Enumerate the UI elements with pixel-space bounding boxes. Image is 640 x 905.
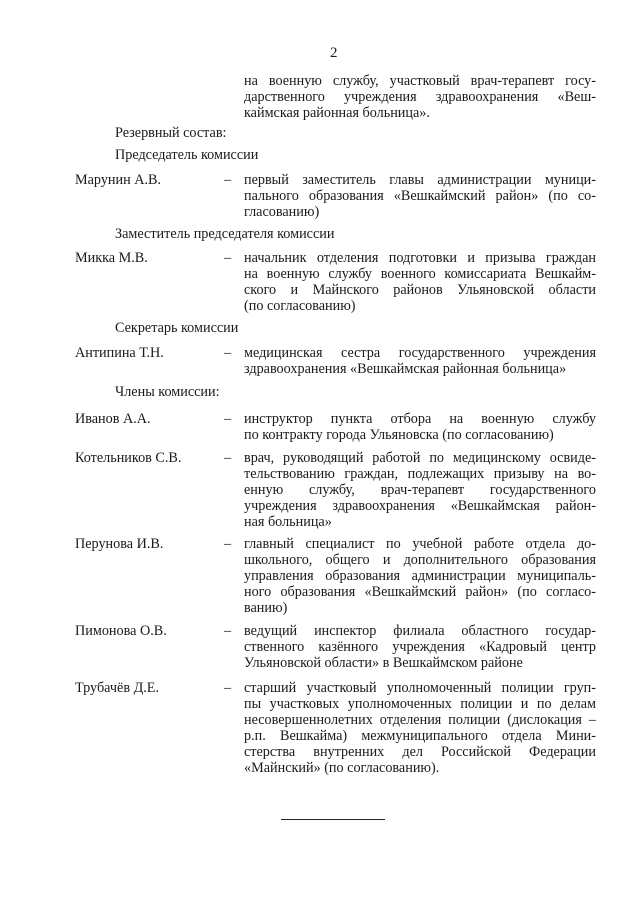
person-name: Микка М.В.: [75, 250, 148, 266]
continuation-line: каймская районная больница».: [244, 105, 430, 121]
dash-separator: –: [224, 536, 232, 552]
person-name: Иванов А.А.: [75, 411, 151, 427]
closing-divider: [281, 819, 385, 820]
person-position-line: ного образования «Вешкаймский район» (по согласо-: [244, 584, 596, 600]
person-position-line: ная больница»: [244, 514, 332, 530]
person-position-line: енную службу, врач-терапевт государственного: [244, 482, 596, 498]
person-position-line: ственного казённого учреждения «Кадровый центр: [244, 639, 596, 655]
person-position-line: главный специалист по учебной работе отдела до-: [244, 536, 596, 552]
person-position-line: врач, руководящий работой по медицинскому освиде-: [244, 450, 596, 466]
role-heading-members: Члены комиссии:: [115, 384, 220, 400]
person-name: Марунин А.В.: [75, 172, 162, 188]
person-position-line: ского и Майнского районов Ульяновской области: [244, 282, 596, 298]
person-position-line: гласованию): [244, 204, 320, 220]
section-title: Резервный состав:: [115, 125, 227, 141]
role-heading-secretary: Секретарь комиссии: [115, 320, 239, 336]
person-position-line: тельствованию граждан, подлежащих призыву на во-: [244, 466, 596, 482]
person-position-line: учреждения здравоохранения «Вешкаймская район-: [244, 498, 596, 514]
dash-separator: –: [224, 345, 232, 361]
person-name: Перунова И.В.: [75, 536, 164, 552]
person-name: Антипина Т.Н.: [75, 345, 164, 361]
person-name: Пимонова О.В.: [75, 623, 167, 639]
person-position-line: школьного, общего и дополнительного образования: [244, 552, 596, 568]
person-position-line: несовершеннолетних отделения полиции (дислокация –: [244, 712, 596, 728]
person-position-line: по контракту города Ульяновска (по согласованию): [244, 427, 554, 443]
person-position-line: управления образования администрации муниципаль-: [244, 568, 596, 584]
continuation-line: дарственного учреждения здравоохранения «Веш-: [244, 89, 596, 105]
person-position-line: (по согласованию): [244, 298, 356, 314]
person-position-line: Ульяновской области» в Вешкаймском районе: [244, 655, 523, 671]
person-position-line: «Майнский» (по согласованию).: [244, 760, 440, 776]
person-position-line: пального образования «Вешкаймский район» (по со-: [244, 188, 596, 204]
person-position-line: ведущий инспектор филиала областного государ-: [244, 623, 596, 639]
person-name: Котельников С.В.: [75, 450, 182, 466]
person-position-line: первый заместитель главы администрации муници-: [244, 172, 596, 188]
person-position-line: медицинская сестра государственного учреждения: [244, 345, 596, 361]
page-number: 2: [330, 45, 338, 61]
dash-separator: –: [224, 680, 232, 696]
person-position-line: р.п. Вешкайма) межмуниципального отдела Мини-: [244, 728, 596, 744]
dash-separator: –: [224, 450, 232, 466]
dash-separator: –: [224, 172, 232, 188]
person-position-line: здравоохранения «Вешкаймская районная больница»: [244, 361, 567, 377]
person-position-line: старший участковый уполномоченный полиции груп-: [244, 680, 596, 696]
person-position-line: пы участковых уполномоченных полиции и по делам: [244, 696, 596, 712]
dash-separator: –: [224, 623, 232, 639]
person-position-line: ванию): [244, 600, 288, 616]
role-heading-chairman: Председатель комиссии: [115, 147, 259, 163]
role-heading-deputy: Заместитель председателя комиссии: [115, 226, 335, 242]
person-position-line: начальник отделения подготовки и призыва граждан: [244, 250, 596, 266]
dash-separator: –: [224, 250, 232, 266]
person-position-line: на военную службу военного комиссариата Вешкайм-: [244, 266, 596, 282]
person-name: Трубачёв Д.Е.: [75, 680, 160, 696]
person-position-line: инструктор пункта отбора на военную службу: [244, 411, 596, 427]
person-position-line: стерства внутренних дел Российской Федерации: [244, 744, 596, 760]
dash-separator: –: [224, 411, 232, 427]
continuation-line: на военную службу, участковый врач-терапевт госу-: [244, 73, 596, 89]
